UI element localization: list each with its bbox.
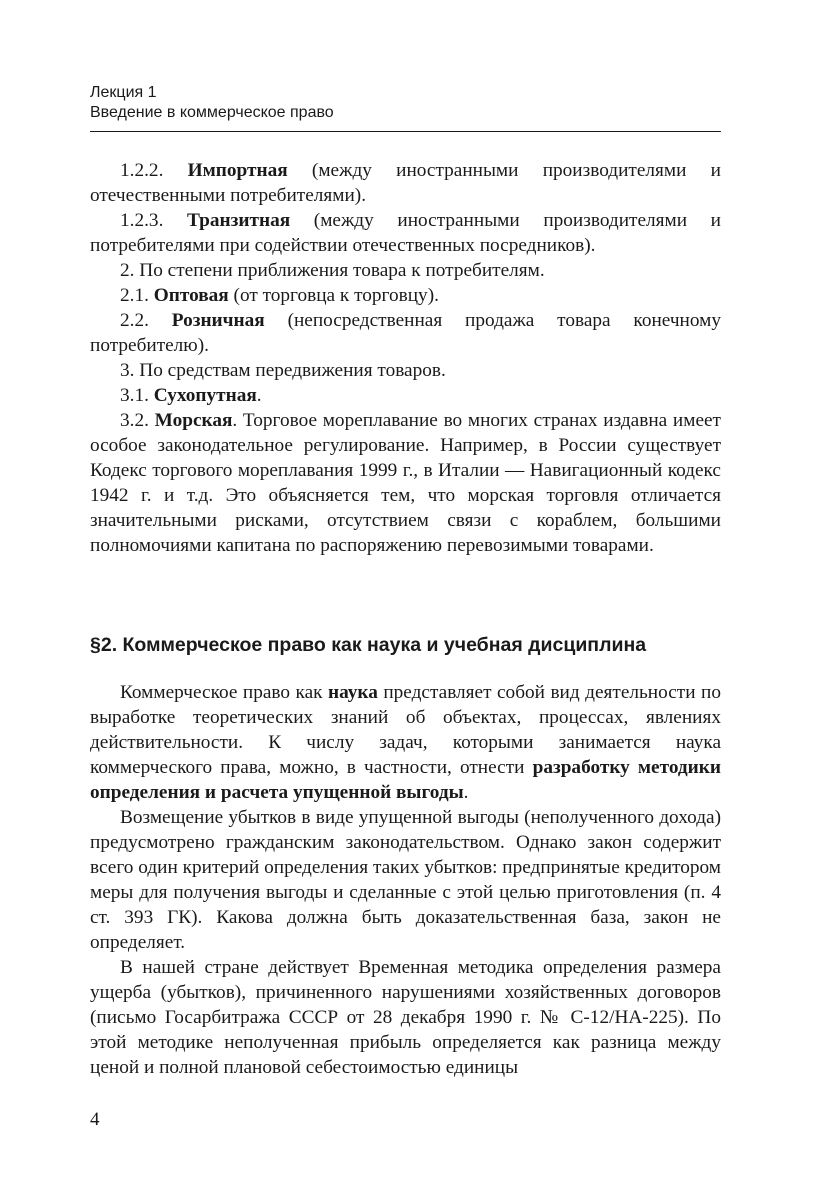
header-divider — [90, 131, 721, 132]
running-head — [90, 83, 720, 123]
paragraph-science: Коммерческое право как наука представляет собой вид деятельности по выработке теоретических знаний об объектах, процессах, явлениях действительности. К числу задач, которыми занимается наука коммерческого права, можно, в частности, отнести разработку методики определения и расчета упущенной выгоды. — [90, 682, 722, 803]
paragraph-2-2: 2.2. Розничная (непосредственная продажа товара конечному потребителю). — [90, 310, 721, 356]
term-land: Сухопутная — [153, 385, 257, 406]
paragraph-3-2: 3.2. Морская. Торговое мореплавание во многих странах издавна имеет особое законодательное регулирование. Например, в России существует Кодекс торгового мореплавания 1999 г., в Италии — Навигационный кодекс 1942 г. и т.д. Это объясняется тем, что морская торговля отличается значительными рисками, отсутствием связи с кораблем, большими полномочиями капитана по распоряжению перевозимыми товарами. — [90, 410, 721, 556]
paragraph-1-2-2: 1.2.2. Импортная (между иностранными производителями и отечественными потребителями). — [90, 160, 722, 206]
paragraph-3: 3. По средствам передвижения товаров. — [120, 360, 446, 381]
term-science: наука — [327, 682, 378, 703]
paragraph-methodology: В нашей стране действует Временная методика определения размера ущерба (убытков), причиненного нарушениями хозяйственных договоров (письмо Госарбитража СССР от 28 декабря 1990 г. № С-12/НА-225). По этой методике неполученная прибыль определяется как разница между ценой и полной плановой себестоимостью единицы — [90, 957, 721, 1078]
paragraph-2: 2. По степени приближения товара к потребителям. — [120, 260, 545, 281]
section-body — [90, 680, 721, 1080]
term-import: Импортная — [187, 160, 288, 181]
section-heading: §2. Коммерческое право как наука и учебная дисциплина — [90, 634, 647, 656]
paragraph-2-1: 2.1. Оптовая (от торговца к торговцу). — [120, 285, 439, 306]
paragraph-3-1: 3.1. Сухопутная. — [120, 385, 262, 406]
paragraph-compensation: Возмещение убытков в виде упущенной выгоды (неполученного дохода) предусмотрено гражданским законодательством. Однако закон содержит всего один критерий определения таких убытков: предпринятые кредитором меры для получения выгоды и сделанные с этой целью приготовления (п. 4 ст. 393 ГК). Какова должна быть доказательственная база, закон не определяет. — [90, 807, 721, 953]
paragraph-1-2-3: 1.2.3. Транзитная (между иностранными производителями и потребителями при содействии отечественных посредников). — [90, 210, 721, 256]
term-wholesale: Оптовая — [153, 285, 229, 306]
term-lost-profit-method: разработку методики определения и расчета упущенной выгоды — [90, 757, 722, 803]
term-transit: Транзитная — [187, 210, 291, 231]
running-head-lecture: Лекция 1 — [90, 84, 157, 101]
page-number: 4 — [90, 1109, 100, 1130]
classification-list — [90, 158, 721, 558]
running-head-title: Введение в коммерческое право — [90, 104, 334, 121]
term-retail: Розничная — [171, 310, 265, 331]
term-maritime: Морская — [154, 410, 233, 431]
